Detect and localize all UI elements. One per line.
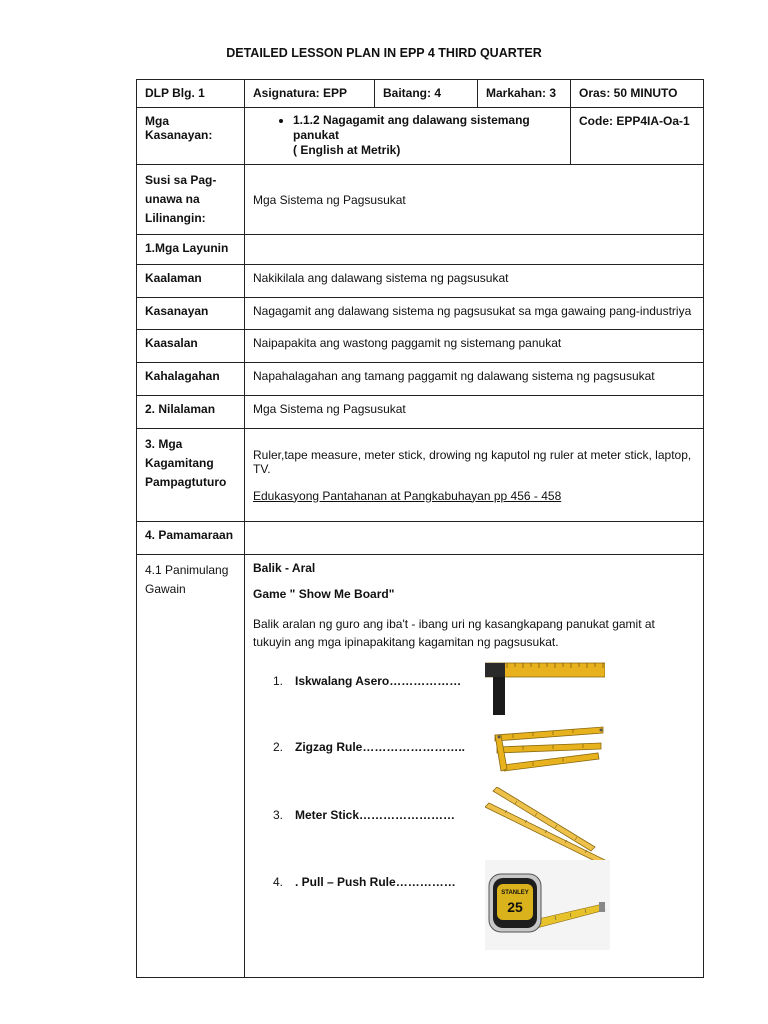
meter-stick-image [485, 787, 610, 867]
kaasalan-value: Naipapakita ang wastong paggamit ng sistemang panukat [245, 330, 704, 363]
baitang: Baitang: 4 [375, 80, 478, 108]
layunin-row [137, 235, 704, 265]
pamamaraan-row [137, 522, 704, 555]
dlp-number: DLP Blg. 1 [137, 80, 245, 108]
kagamitan-reference: Edukasyong Pantahanan at Pangkabuhayan pp 456 - 458 [253, 488, 562, 503]
kaasalan-row [137, 330, 704, 363]
pamamaraan-value [245, 522, 704, 555]
item-text: Meter Stick…………………… [295, 808, 456, 822]
susi-value: Mga Sistema ng Pagsusukat [245, 165, 704, 235]
kasanayan-value [245, 108, 571, 165]
kasanayan-detail-value: Nagagamit ang dalawang sistema ng pagsusukat sa mga gawaing pang-industriya [245, 298, 704, 330]
layunin-label: 1.Mga Layunin [137, 235, 245, 265]
item-number: 3. [272, 808, 283, 822]
pamamaraan-label: 4. Pamamaraan [137, 522, 245, 555]
document-title: DETAILED LESSON PLAN IN EPP 4 THIRD QUARTER [226, 46, 542, 60]
zigzag-rule-image [493, 725, 608, 775]
list-item [253, 808, 455, 822]
header-row [137, 80, 704, 108]
susi-row [137, 165, 704, 235]
code-value: Code: EPP4IA-Oa-1 [571, 108, 704, 165]
tape-measure-image [485, 860, 610, 950]
asignatura: Asignatura: EPP [245, 80, 375, 108]
panimula-row [137, 555, 704, 978]
item-number: 2. [272, 740, 283, 754]
kaalaman-row [137, 265, 704, 298]
game-title: Game " Show Me Board" [253, 587, 395, 601]
kaalaman-value: Nakikilala ang dalawang sistema ng pagsusukat [245, 265, 704, 298]
nilalaman-row [137, 396, 704, 429]
markahan: Markahan: 3 [478, 80, 571, 108]
balik-aral-heading: Balik - Aral [253, 561, 316, 575]
kagamitan-row [137, 429, 704, 522]
nilalaman-label: 2. Nilalaman [137, 396, 245, 429]
layunin-value [245, 235, 704, 265]
tape-brand-text: STANLEY [501, 890, 529, 896]
item-text: . Pull – Push Rule…………… [295, 875, 456, 889]
steel-square-image [485, 655, 605, 715]
kahalagahan-value: Napahalagahan ang tamang paggamit ng dalawang sistema ng pagsusukat [245, 363, 704, 396]
kasanayan-row [137, 108, 704, 165]
kagamitan-list: Ruler,tape measure, meter stick, drowing ng kaputol ng ruler at meter stick, laptop, TV. [253, 447, 692, 476]
kagamitan-value [245, 429, 704, 522]
item-text: Iskwalang Asero……………… [295, 674, 462, 688]
panimula-content [245, 555, 704, 978]
oras: Oras: 50 MINUTO [571, 80, 704, 108]
kasanayan-bullet-line2: ( English at Metrik) [293, 143, 401, 157]
item-number: 1. [272, 674, 283, 688]
item-text: Zigzag Rule…………………….. [295, 740, 466, 754]
list-item [253, 740, 465, 754]
kaasalan-label: Kaasalan [137, 330, 245, 363]
kasanayan-detail-label: Kasanayan [137, 298, 245, 330]
tape-size-text: 25 [507, 899, 523, 915]
kasanayan-label: Mga Kasanayan: [137, 108, 245, 165]
kasanayan-bullet: • 1.1.2 Nagagamit ang dalawang sistemang panukat ( English at Metrik) [293, 113, 562, 158]
lesson-plan-table [136, 79, 704, 978]
susi-label: Susi sa Pag-unawa na Lilinangin: [137, 165, 245, 235]
panimula-label: 4.1 Panimulang Gawain [137, 555, 245, 978]
kahalagahan-label: Kahalagahan [137, 363, 245, 396]
nilalaman-value: Mga Sistema ng Pagsusukat [245, 396, 704, 429]
kagamitan-label: 3. Mga Kagamitang Pampagtuturo [137, 429, 245, 522]
list-item [253, 875, 456, 889]
item-number: 4. [272, 875, 283, 889]
kasanayan-detail-row [137, 298, 704, 330]
list-item [253, 674, 461, 688]
instructions: Balik aralan ng guro ang iba't - ibang uri ng kasangkapang panukat gamit at tukuyin ang mga ipinapakitang kagamitan ng pagsusukat. [253, 617, 655, 649]
kaalaman-label: Kaalaman [137, 265, 245, 298]
kahalagahan-row [137, 363, 704, 396]
